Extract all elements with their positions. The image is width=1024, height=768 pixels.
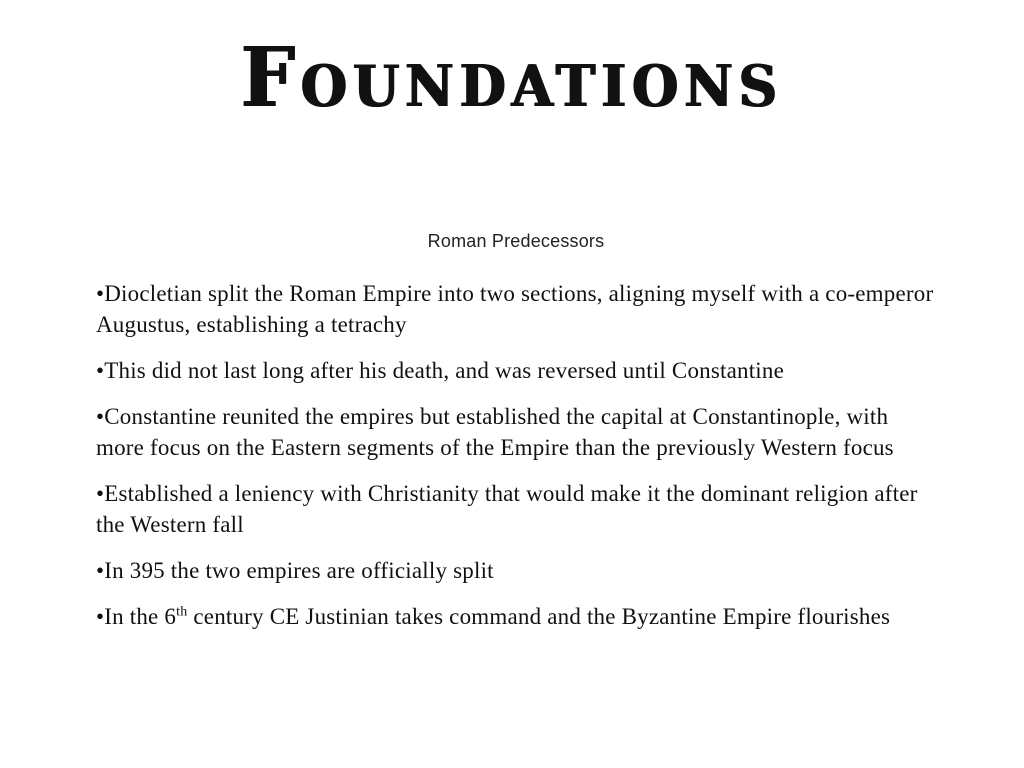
bullet-item — [96, 478, 936, 540]
bullet-text: •In 395 the two empires are officially split — [96, 558, 494, 583]
bullet-item — [96, 601, 936, 632]
bullet-item — [96, 355, 936, 386]
bullet-text-continued: century CE Justinian takes command and the Byzantine Empire flourishes — [187, 604, 891, 629]
bullet-list — [96, 278, 936, 647]
bullet-item — [96, 555, 936, 586]
slide-title: Foundations — [240, 29, 784, 126]
bullet-text: •Diocletian split the Roman Empire into two sections, aligning myself with a co-emperor Augustus, establishing a tetrachy — [96, 281, 934, 337]
bullet-item — [96, 278, 936, 340]
bullet-item — [96, 401, 936, 463]
bullet-text: •Established a leniency with Christianity that would make it the dominant religion after the Western fall — [96, 481, 918, 537]
bullet-text: •This did not last long after his death, and was reversed until Constantine — [96, 358, 784, 383]
bullet-text: •In the 6 — [96, 604, 177, 629]
ordinal-suffix: th — [176, 604, 188, 620]
bullet-text: •Constantine reunited the empires but established the capital at Constantinople, with more focus on the Eastern segments of the Empire than the previously Western focus — [96, 404, 894, 460]
slide-subtitle: Roman Predecessors — [427, 231, 605, 251]
